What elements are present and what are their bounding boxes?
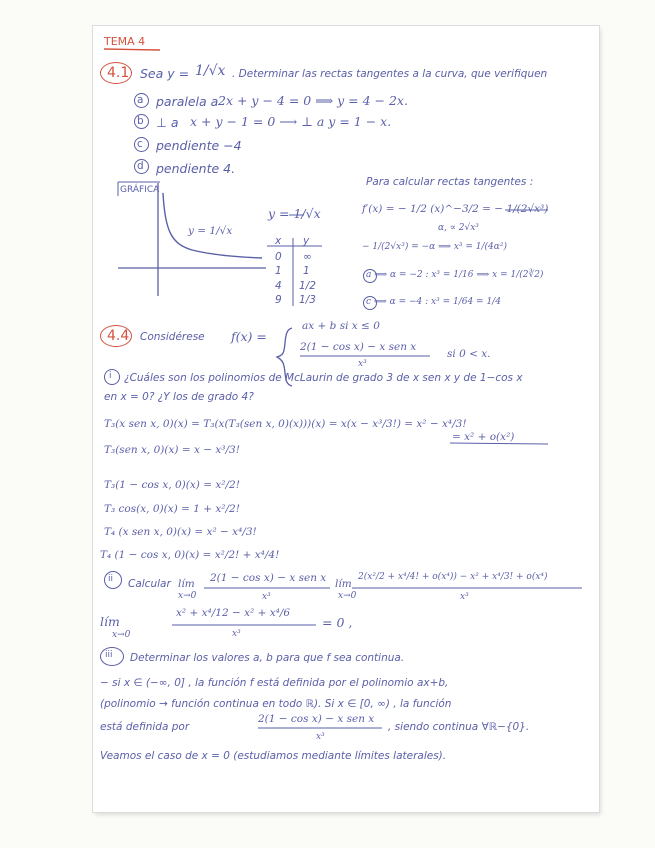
- item-a-marker: a: [137, 94, 144, 106]
- equation-line-3: T₃(sen x, 0)(x) = x − x³/3!: [104, 444, 240, 456]
- item-b-text: ⊥ a: [156, 115, 179, 130]
- tangent-line-1: f′(x) = − 1/2 (x)^−3/2 = − 1/(2√x³): [362, 203, 549, 215]
- item-d-text: pendiente 4.: [156, 161, 236, 176]
- part-iii-marker: iii: [105, 650, 113, 660]
- page-title: TEMA 4: [104, 35, 146, 48]
- part-ii-calc: Calcular: [128, 578, 171, 590]
- limit-2-label: lím: [335, 578, 352, 590]
- part-i-text-2: en x = 0? ¿Y los de grado 4?: [104, 391, 254, 403]
- limit-1-subscript: x→0: [178, 591, 197, 601]
- equation-line-2: = x² + o(x²): [452, 431, 515, 443]
- tangent-line-5: c ⟹ α = −4 : x³ = 1/64 = 1/4: [366, 297, 501, 307]
- piecewise-case-1: ax + b si x ≤ 0: [302, 320, 380, 332]
- piecewise-case-2-condition: si 0 < x.: [447, 348, 491, 360]
- table-cell: 1: [275, 265, 282, 277]
- problem-4-1-statement-start: Sea y =: [140, 66, 190, 81]
- part-iii-line-5: , siendo continua ∀ℝ−{0}.: [388, 721, 530, 733]
- table-cell: 9: [275, 294, 282, 306]
- part-i-circle: [104, 369, 120, 385]
- limit-3-label: lím: [100, 614, 120, 629]
- equation-line-4: T₃(1 − cos x, 0)(x) = x²/2!: [104, 479, 240, 491]
- item-c-marker: c: [137, 138, 143, 150]
- item-b-math: x + y − 1 = 0 ⟶ ⊥ a y = 1 − x.: [190, 114, 392, 129]
- table-cell: 1: [303, 265, 310, 277]
- item-a-text: paralela a: [156, 94, 219, 109]
- title-underline: [104, 49, 160, 50]
- part-i-marker: i: [109, 371, 112, 381]
- equation-line-5: T₃ cos(x, 0)(x) = 1 + x²/2!: [104, 503, 240, 515]
- part-ii-marker: ii: [108, 574, 114, 584]
- problem-4-4-label: 4.4: [107, 328, 130, 344]
- limit-3-numerator: x² + x⁴/12 − x² + x⁴/6: [176, 607, 291, 619]
- part-iii-fraction-numerator: 2(1 − cos x) − x sen x: [258, 713, 375, 725]
- equation-line-6: T₄ (x sen x, 0)(x) = x² − x⁴/3!: [104, 526, 257, 538]
- table-header-y: y: [303, 235, 310, 247]
- item-b-marker: b: [137, 115, 144, 127]
- limit-1-numerator: 2(1 − cos x) − x sen x: [210, 572, 327, 584]
- equation-line-7: T₄ (1 − cos x, 0)(x) = x²/2! + x⁴/4!: [100, 549, 280, 561]
- tangent-title: Para calcular rectas tangentes :: [366, 176, 534, 188]
- item-a-math: 2x + y − 4 = 0 ⟹ y = 4 − 2x.: [218, 93, 408, 108]
- table-header-x: x: [275, 235, 282, 247]
- problem-4-4-fx: f(x) =: [231, 329, 267, 344]
- graph-label: GRÁFICA: [120, 185, 160, 195]
- part-iii-line-1: Determinar los valores a, b para que f sea continua.: [130, 652, 405, 664]
- tangent-line-4: a ⟹ α = −2 : x³ = 1/16 ⟹ x = 1/(2∛2): [366, 270, 544, 280]
- limit-2-subscript: x→0: [338, 591, 357, 601]
- function-display: y = 1/√x: [268, 206, 321, 221]
- part-iii-line-3: (polinomio → función continua en todo ℝ). Si x ∈ [0, ∞) , la función: [100, 698, 452, 710]
- part-iii-line-2: − si x ∈ (−∞, 0] , la función f está definida por el polinomio ax+b,: [100, 677, 449, 689]
- problem-4-1-label: 4.1: [107, 65, 130, 81]
- problem-4-4-statement: Considérese: [140, 331, 205, 343]
- equation-line-1: T₃(x sen x, 0)(x) = T₃(x(T₃(sen x, 0)(x)))(x) = x(x − x³/3!) = x² − x⁴/3!: [104, 418, 467, 430]
- part-iii-fraction-denominator: x³: [316, 732, 325, 742]
- graph-function-label: y = 1/√x: [188, 225, 233, 237]
- tangent-line-3: − 1/(2√x³) = −α ⟹ x³ = 1/(4α²): [362, 242, 507, 252]
- table-cell: 1/2: [299, 280, 316, 292]
- problem-4-1-function: 1/√x: [195, 63, 226, 79]
- limit-1-denominator: x³: [262, 592, 271, 602]
- limit-1-label: lím: [178, 578, 195, 590]
- part-iii-line-6: Veamos el caso de x = 0 (estudiamos mediante límites laterales).: [100, 750, 447, 762]
- table-cell: 1/3: [299, 294, 316, 306]
- item-d-marker: d: [137, 160, 144, 172]
- table-cell: 4: [275, 280, 282, 292]
- tangent-line-2: α, ∝ 2√x³: [438, 223, 479, 233]
- table-cell: 0: [275, 251, 282, 263]
- part-iii-line-4: está definida por: [100, 721, 190, 733]
- limit-3-subscript: x→0: [112, 630, 131, 640]
- result-underline: [450, 443, 548, 444]
- piecewise-case-2-numerator: 2(1 − cos x) − x sen x: [300, 341, 417, 353]
- problem-4-1-statement-end: . Determinar las rectas tangentes a la curva, que verifiquen: [232, 68, 548, 80]
- piecewise-case-2-denominator: x³: [358, 359, 367, 369]
- limit-3-result: = 0 ,: [322, 615, 353, 630]
- item-c-text: pendiente −4: [156, 138, 242, 153]
- limit-2-denominator: x³: [460, 592, 469, 602]
- limit-2-numerator: 2(x²/2 + x⁴/4! + o(x⁴)) − x² + x⁴/3! + o(x⁴): [358, 572, 548, 582]
- limit-3-denominator: x³: [232, 629, 241, 639]
- table-cell: ∞: [303, 251, 312, 263]
- part-i-text-1: ¿Cuáles son los polinomios de McLaurin de grado 3 de x sen x y de 1−cos x: [124, 372, 523, 384]
